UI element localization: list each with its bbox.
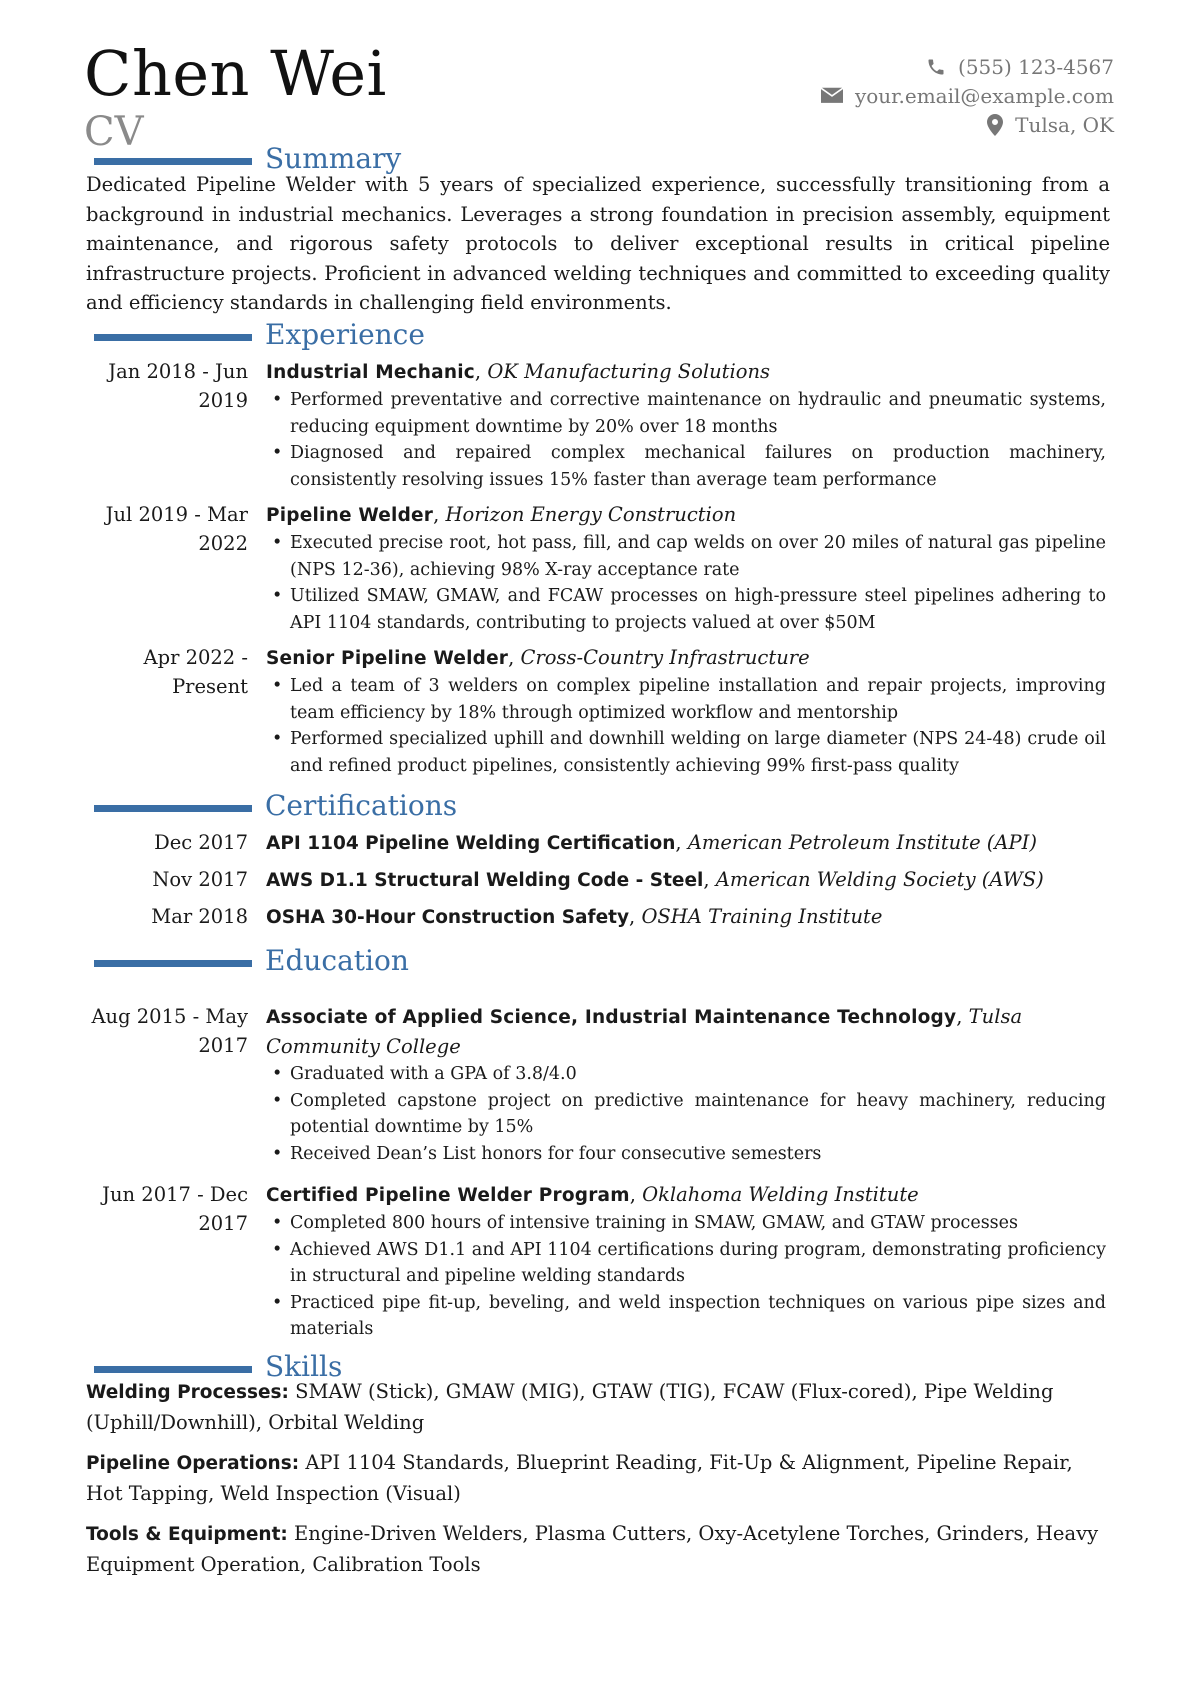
contact-email (821, 81, 1114, 110)
section-title: Certifications (265, 789, 458, 822)
envelope-icon (821, 87, 843, 105)
section-divider-bar (94, 960, 252, 967)
skill-group-value: SMAW (Stick), GMAW (MIG), GTAW (TIG), FCAW (Flux-cored), Pipe Welding (Uphill/Downhill), Orbital Welding (86, 1380, 1054, 1434)
section-title: Summary (265, 142, 402, 175)
entry-organization: Horizon Energy Construction (445, 503, 737, 526)
list-item: • Achieved AWS D1.1 and API 1104 certifications during program, demonstrating proficiency in structural and pipeline welding standards (266, 1237, 1106, 1290)
certification-row: Mar 2018 OSHA 30-Hour Construction Safety, OSHA Training Institute (86, 902, 1110, 939)
section-divider-bar (94, 158, 252, 165)
contact-phone (821, 52, 1114, 81)
section-experience-heading (94, 317, 425, 353)
certification-row: Dec 2017 API 1104 Pipeline Welding Certification, American Petroleum Institute (API) (86, 828, 1110, 865)
entry-date: Mar 2018 (151, 905, 248, 928)
section-certifications-heading (94, 788, 457, 824)
section-divider-bar (94, 334, 252, 341)
entry-role: Pipeline Welder (266, 505, 434, 526)
entry-organization: OK Manufacturing Solutions (487, 360, 771, 383)
phone-number[interactable]: (555) 123-4567 (958, 54, 1114, 79)
email-address[interactable]: your.email@example.com (854, 83, 1114, 108)
skill-group (86, 1519, 1110, 1579)
entry-date: Jul 2019 - Mar 2022 (105, 503, 248, 555)
skill-group-value: API 1104 Standards, Blueprint Reading, Fit-Up & Alignment, Pipeline Repair, Hot Tapping, Weld Inspection (Visual) (86, 1451, 1073, 1505)
entry-school: Tulsa Community College (266, 1005, 1023, 1058)
list-item: • Performed specialized uphill and downhill welding on large diameter (NPS 24-48) crude oil and refined product pipelines, consistently achieving 99% first-pass quality (266, 726, 1106, 779)
list-item: • Completed 800 hours of intensive training in SMAW, GMAW, and GTAW processes (266, 1210, 1106, 1237)
list-item: • Graduated with a GPA of 3.8/4.0 (266, 1061, 1106, 1088)
list-item: • Completed capstone project on predictive maintenance for heavy machinery, reducing potential downtime by 15% (266, 1088, 1106, 1141)
entry-degree: Certified Pipeline Welder Program (266, 1185, 630, 1206)
entry-date: Aug 2015 - May 2017 (91, 1005, 248, 1057)
list-item: • Diagnosed and repaired complex mechanical failures on production machinery, consistently resolving issues 15% faster than average team performance (266, 440, 1106, 493)
map-marker-icon (987, 114, 1003, 136)
certification-issuer: American Petroleum Institute (API) (687, 831, 1037, 854)
entry-role: Industrial Mechanic (266, 362, 475, 383)
summary-text: Dedicated Pipeline Welder with 5 years of specialized experience, successfully transitioning from a background in industrial mechanics. Leverages a strong foundation in precision assembly, equipment maintenance, and rigorous safety protocols to deliver exceptional results in critical pipeline infrastructure projects. Proficient in advanced welding techniques and committed to exceeding quality and efficiency standards in challenging field environments. (86, 173, 1110, 314)
list-item: • Executed precise root, hot pass, fill, and cap welds on over 20 miles of natural gas pipeline (NPS 12-36), achieving 98% X-ray acceptance rate (266, 530, 1106, 583)
list-item: • Performed preventative and corrective maintenance on hydraulic and pneumatic systems, reducing equipment downtime by 20% over 18 months (266, 387, 1106, 440)
section-title: Experience (265, 318, 425, 351)
contact-location (821, 110, 1114, 139)
certification-issuer: OSHA Training Institute (641, 905, 883, 928)
entry-role: Senior Pipeline Welder (266, 648, 509, 669)
candidate-name: Chen Wei (84, 37, 387, 110)
entry-date: Apr 2022 - Present (143, 646, 248, 698)
section-divider-bar (94, 805, 252, 812)
section-education-heading (94, 943, 409, 979)
cv-page: Chen Wei CV (555) 123-4567 your.email@example.com Tulsa, OK Summary Dedicated Pipeline Welder with 5 years of specialized experience, successfully transitioning from a background in industrial mechanics. Leverages a strong foundation in precision assembly, equipment maintenance, and rigorous safety protocols to deliver exceptional results in critical pipeline infrastructure projects. Proficient in advanced welding techniques and committed to exceeding quality and efficiency standards in challenging field environments. Experience Jan 2018 - Jun 2019 Industrial Mechanic, OK Manufacturing Solutions • Performed preventative and corrective maintenance on hydraulic and pneumatic systems, reducing equipment downtime by 20% over 18 months • Diagnosed and repaired complex mechanical failures on production machinery, consistently resolving issues 15% faster than average team performance Jul 2019 - Mar 2022 Pipeline Welder, Horizon Energy Construction • Executed precise root, hot pass, fill, and cap welds on over 20 miles of natural gas pipeline (NPS 12-36), achieving 98% X-ray acceptance rate • Utilized SMAW, GMAW, and FCAW processes on high-pressure steel pipelines adhering to API 1104 standards, contributing to projects valued at over $50M Apr 2022 - Present Senior Pipeline Welder, Cross-Country Infrastructure • Led a team of 3 welders on complex pipeline installation and repair projects, improving team efficiency by 18% through optimized workflow and mentorship • Performed specialized uphill and downhill welding on large diameter (NPS 24-48) crude oil and refined product pipelines, consistently achieving 99% first-pass quality Certifications Dec 2017 API 1104 Pipeline Welding Certification, American Petroleum Institute (API) Nov 2017 AWS D1.1 Structural Welding Code - Steel, American Welding Society (AWS) Mar 2018 OSHA 30-Hour Construction Safety, OSHA Training Institute Education Aug 2015 - May 2017 Associate of Applied Science, Industrial Maintenance Technology, Tulsa Community College • Graduated with a GPA of 3.8/4.0 • Completed capstone project on predictive maintenance for heavy machinery, reducing potential downtime by 15% • Received Dean’s List honors for four consecutive semesters Jun 2017 - Dec 2017 Certified Pipeline Welder Program, Oklahoma Welding Institute • Completed 800 hours of intensive training in SMAW, GMAW, and GTAW processes • Achieved AWS D1.1 and API 1104 certifications during program, demonstrating proficiency in structural and pipeline welding standards • Practiced pipe fit-up, beveling, and weld inspection techniques on various pipe sizes and materials Skills Welding Processes: SMAW (Stick), GMAW (MIG), GTAW (TIG), FCAW (Flux-cored), Pipe Welding (Uphill/Downhill), Orbital Welding Pipeline Operations: API 1104 Standards, Blueprint Reading, Fit-Up & Alignment, Pipeline Repair, Hot Tapping, Weld Inspection (Visual) Tools & Equipment: Engine-Driven Welders, Plasma Cutters, Oxy-Acetylene Torches, Grinders, Heavy Equipment Operation, Calibration Tools (0, 0, 1190, 1683)
entry-school: Oklahoma Welding Institute (642, 1183, 919, 1206)
skill-group-label: Pipeline Operations: (86, 1453, 300, 1474)
certification-issuer: American Welding Society (AWS) (715, 868, 1044, 891)
skill-group (86, 1448, 1110, 1508)
entry-date: Jan 2018 - Jun 2019 (108, 360, 248, 412)
skill-group (86, 1377, 1110, 1437)
list-item: • Received Dean’s List honors for four consecutive semesters (266, 1141, 1106, 1168)
section-divider-bar (94, 1366, 252, 1373)
phone-icon (926, 57, 946, 77)
section-title: Skills (265, 1350, 343, 1383)
location-text: Tulsa, OK (1015, 112, 1114, 137)
certification-name: AWS D1.1 Structural Welding Code - Steel (266, 870, 704, 891)
entry-organization: Cross-Country Infrastructure (520, 646, 810, 669)
list-item: • Led a team of 3 welders on complex pipeline installation and repair projects, improving team efficiency by 18% through optimized workflow and mentorship (266, 673, 1106, 726)
list-item: • Utilized SMAW, GMAW, and FCAW processes on high-pressure steel pipelines adhering to API 1104 standards, contributing to projects valued at over $50M (266, 583, 1106, 636)
contact-block (821, 52, 1114, 139)
certification-row: Nov 2017 AWS D1.1 Structural Welding Code - Steel, American Welding Society (AWS) (86, 865, 1110, 902)
section-title: Education (265, 944, 409, 977)
certification-name: API 1104 Pipeline Welding Certification (266, 833, 676, 854)
entry-date: Jun 2017 - Dec 2017 (102, 1183, 248, 1235)
skill-group-label: Tools & Equipment: (86, 1524, 288, 1545)
list-item: • Practiced pipe fit-up, beveling, and weld inspection techniques on various pipe sizes and materials (266, 1290, 1106, 1343)
skill-group-label: Welding Processes: (86, 1382, 289, 1403)
document-subtitle: CV (84, 109, 144, 155)
skill-group-value: Engine-Driven Welders, Plasma Cutters, Oxy-Acetylene Torches, Grinders, Heavy Equipment Operation, Calibration Tools (86, 1522, 1099, 1576)
certification-name: OSHA 30-Hour Construction Safety (266, 907, 630, 928)
entry-degree: Associate of Applied Science, Industrial Maintenance Technology (266, 1007, 957, 1028)
entry-date: Nov 2017 (152, 868, 248, 891)
entry-date: Dec 2017 (154, 831, 248, 854)
